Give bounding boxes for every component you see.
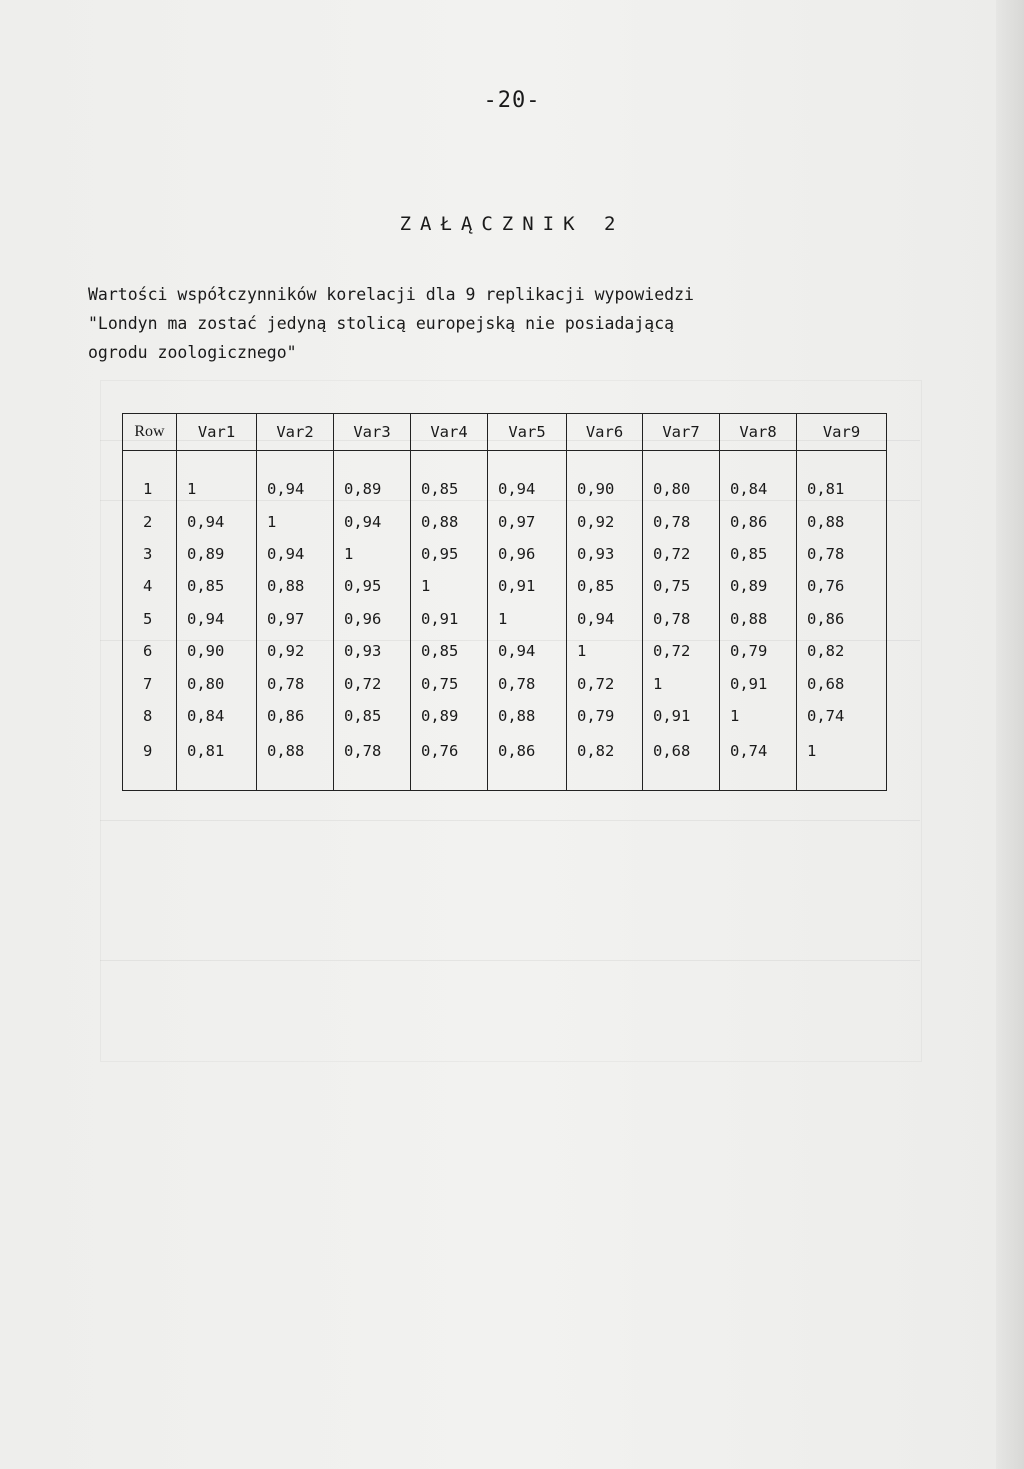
correlation-cell: 0,89 [411,700,488,732]
table-row [123,700,887,732]
correlation-cell: 0,88 [797,505,887,537]
correlation-cell: 0,93 [334,635,411,667]
correlation-cell: 0,78 [643,603,720,635]
table-row [123,570,887,602]
correlation-cell: 0,92 [567,505,643,537]
correlation-cell: 0,68 [797,667,887,699]
correlation-cell: 0,94 [488,473,567,505]
row-label: 7 [123,667,177,699]
correlation-cell: 0,79 [720,635,797,667]
correlation-cell: 0,81 [177,732,257,791]
correlation-cell: 0,85 [567,570,643,602]
correlation-cell: 0,97 [257,603,334,635]
table-row [123,603,887,635]
appendix-heading: ZAŁĄCZNIK 2 [399,213,625,235]
correlation-cell: 0,86 [257,700,334,732]
column-header: Var3 [334,414,411,451]
table-spacer [123,451,887,474]
correlation-cell: 1 [411,570,488,602]
table-row [123,505,887,537]
correlation-cell: 0,84 [177,700,257,732]
correlation-cell: 0,78 [797,538,887,570]
table-row [123,635,887,667]
correlation-cell: 0,85 [720,538,797,570]
correlation-cell: 1 [177,473,257,505]
caption-line: "Londyn ma zostać jedyną stolicą europejską nie posiadającą [88,314,675,333]
correlation-cell: 0,96 [488,538,567,570]
correlation-cell: 0,94 [567,603,643,635]
show-through-line [100,820,920,821]
table-header-row [123,414,887,451]
correlation-cell: 0,72 [643,538,720,570]
correlation-cell: 0,89 [720,570,797,602]
correlation-cell: 0,88 [257,570,334,602]
correlation-cell: 0,91 [488,570,567,602]
correlation-cell: 0,79 [567,700,643,732]
column-header: Var9 [797,414,887,451]
correlation-cell: 1 [567,635,643,667]
correlation-cell: 0,76 [797,570,887,602]
correlation-cell: 0,75 [411,667,488,699]
column-header: Var1 [177,414,257,451]
column-header: Row [123,414,177,451]
show-through-line [100,960,920,961]
row-label: 2 [123,505,177,537]
correlation-cell: 0,78 [643,505,720,537]
correlation-cell: 0,72 [334,667,411,699]
correlation-cell: 0,92 [257,635,334,667]
correlation-cell: 0,72 [643,635,720,667]
correlation-cell: 0,85 [177,570,257,602]
correlation-cell: 0,81 [797,473,887,505]
correlation-cell: 0,90 [177,635,257,667]
page-number: -20- [483,88,541,113]
correlation-cell: 0,88 [720,603,797,635]
correlation-cell: 0,86 [488,732,567,791]
correlation-cell: 0,94 [488,635,567,667]
table-row [123,732,887,791]
correlation-cell: 0,91 [643,700,720,732]
correlation-cell: 0,68 [643,732,720,791]
correlation-cell: 0,86 [720,505,797,537]
correlation-cell: 0,97 [488,505,567,537]
correlation-cell: 0,76 [411,732,488,791]
row-label: 4 [123,570,177,602]
correlation-cell: 1 [257,505,334,537]
row-label: 1 [123,473,177,505]
table-row [123,667,887,699]
correlation-cell: 0,82 [567,732,643,791]
correlation-cell: 0,74 [720,732,797,791]
column-header: Var8 [720,414,797,451]
row-label: 8 [123,700,177,732]
column-header: Var5 [488,414,567,451]
correlation-cell: 0,72 [567,667,643,699]
correlation-cell: 0,86 [797,603,887,635]
caption-line: ogrodu zoologicznego" [88,343,297,362]
correlation-cell: 0,94 [257,538,334,570]
row-label: 9 [123,732,177,791]
caption-line: Wartości współczynników korelacji dla 9 replikacji wypowiedzi [88,285,694,304]
column-header: Var6 [567,414,643,451]
correlation-cell: 1 [334,538,411,570]
correlation-cell: 1 [488,603,567,635]
correlation-cell: 0,78 [257,667,334,699]
correlation-cell: 0,88 [411,505,488,537]
correlation-cell: 1 [643,667,720,699]
table-caption [88,280,928,367]
row-label: 5 [123,603,177,635]
correlation-cell: 0,88 [488,700,567,732]
correlation-cell: 0,94 [177,603,257,635]
correlation-cell: 0,94 [257,473,334,505]
correlation-cell: 0,85 [411,473,488,505]
row-label: 6 [123,635,177,667]
correlation-cell: 0,82 [797,635,887,667]
correlation-cell: 0,94 [334,505,411,537]
correlation-cell: 0,85 [411,635,488,667]
correlation-cell: 1 [797,732,887,791]
correlation-cell: 0,75 [643,570,720,602]
correlation-cell: 0,85 [334,700,411,732]
correlation-cell: 0,95 [334,570,411,602]
correlation-cell: 0,80 [177,667,257,699]
correlation-table [122,413,887,791]
correlation-cell: 0,88 [257,732,334,791]
row-label: 3 [123,538,177,570]
column-header: Var7 [643,414,720,451]
column-header: Var4 [411,414,488,451]
table-row [123,538,887,570]
correlation-cell: 0,94 [177,505,257,537]
correlation-cell: 0,84 [720,473,797,505]
correlation-cell: 0,91 [720,667,797,699]
table-row [123,473,887,505]
correlation-cell: 0,91 [411,603,488,635]
correlation-cell: 0,93 [567,538,643,570]
column-header: Var2 [257,414,334,451]
correlation-cell: 0,80 [643,473,720,505]
correlation-cell: 1 [720,700,797,732]
correlation-cell: 0,78 [488,667,567,699]
correlation-cell: 0,78 [334,732,411,791]
correlation-cell: 0,96 [334,603,411,635]
correlation-cell: 0,89 [334,473,411,505]
correlation-cell: 0,90 [567,473,643,505]
correlation-cell: 0,95 [411,538,488,570]
correlation-cell: 0,89 [177,538,257,570]
correlation-cell: 0,74 [797,700,887,732]
